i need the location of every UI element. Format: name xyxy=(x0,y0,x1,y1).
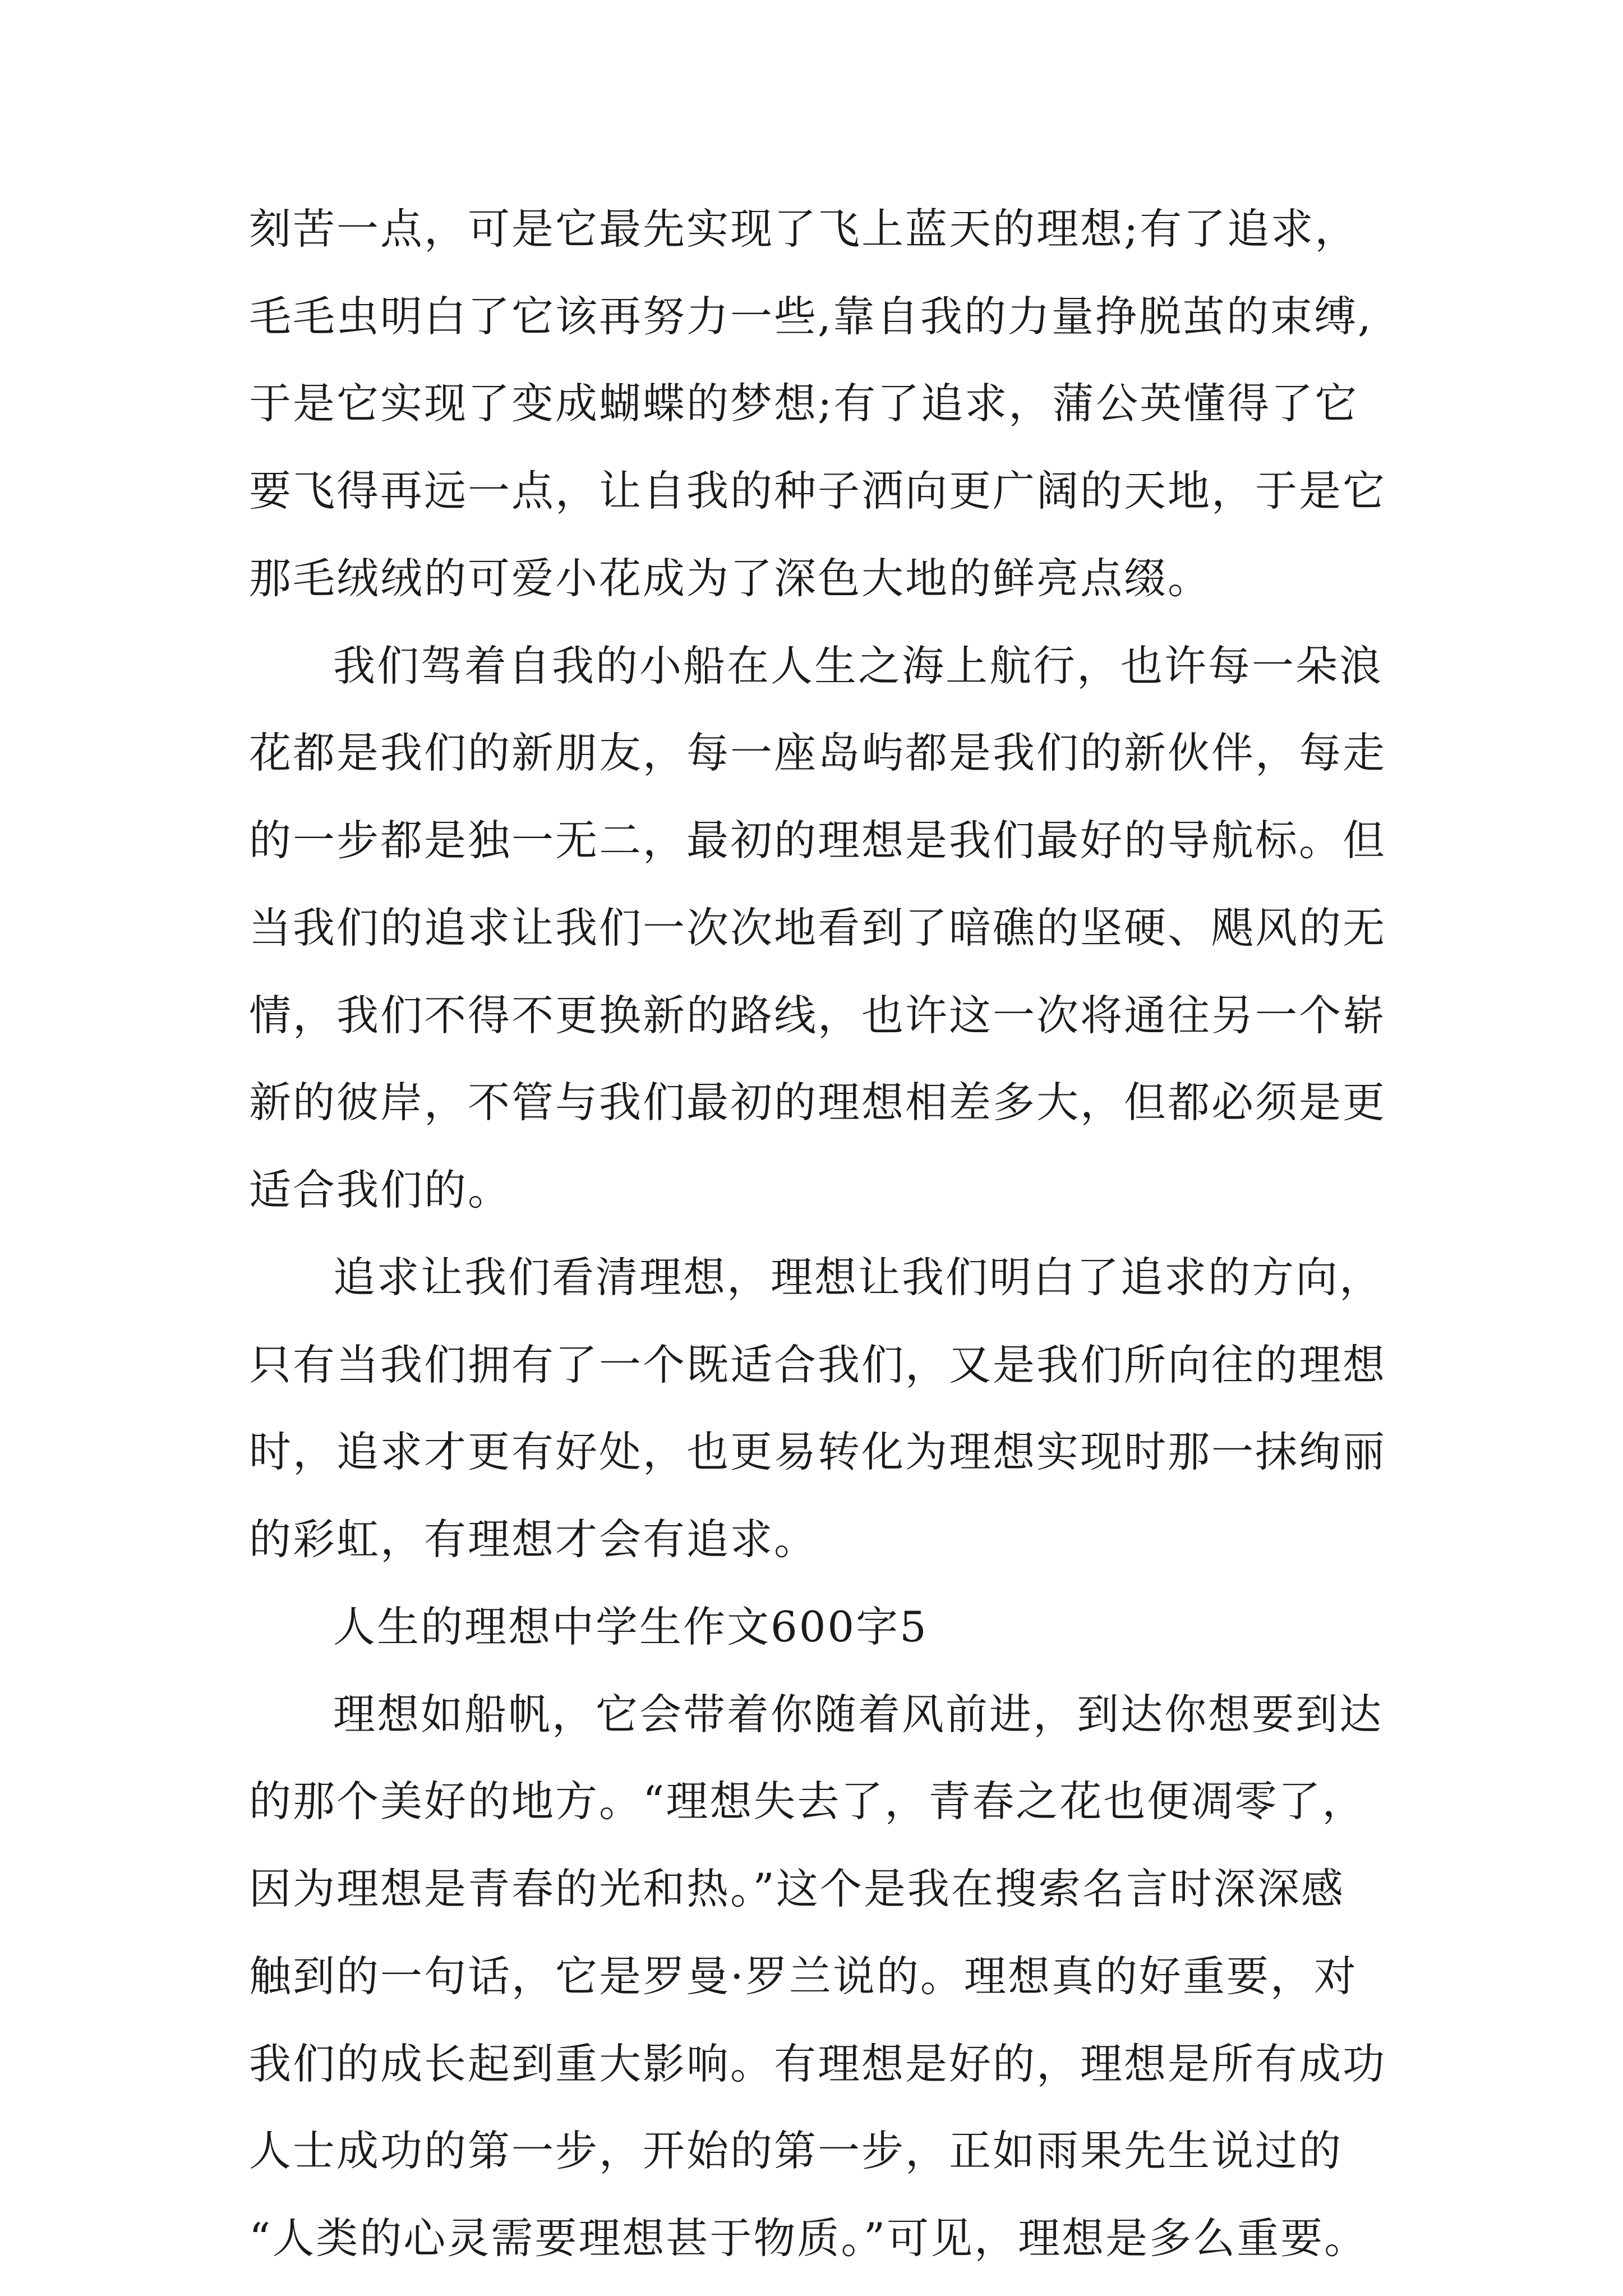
text-line: 要飞得再远一点，让自我的种子洒向更广阔的天地，于是它 xyxy=(249,466,1387,516)
text-line: “人类的心灵需要理想甚于物质。”可见，理想是多么重要。 xyxy=(249,2214,1368,2263)
text-line: 刻苦一点，可是它最先实现了飞上蓝天的理想;有了追求， xyxy=(249,204,1359,254)
text-line: 花都是我们的新朋友，每一座岛屿都是我们的新伙伴，每走 xyxy=(249,728,1387,777)
text-line: 我们的成长起到重大影响。有理想是好的，理想是所有成功 xyxy=(249,2039,1387,2088)
text-line: 适合我们的。 xyxy=(249,1165,512,1214)
paragraph-start-line: 理想如船帆，它会带着你随着风前进，到达你想要到达 xyxy=(333,1690,1384,1739)
text-line: 于是它实现了变成蝴蝶的梦想;有了追求，蒲公英懂得了它 xyxy=(249,379,1359,428)
text-line: 时，追求才更有好处，也更易转化为理想实现时那一抹绚丽 xyxy=(249,1427,1387,1476)
text-line: 情，我们不得不更换新的路线，也许这一次将通往另一个崭 xyxy=(249,991,1387,1040)
text-line: 因为理想是青春的光和热。”这个是我在搜索名言时深深感 xyxy=(249,1864,1345,1913)
text-line: 人士成功的第一步，开始的第一步，正如雨果先生说过的 xyxy=(249,2126,1343,2175)
text-line: 的彩虹，有理想才会有追求。 xyxy=(249,1515,818,1564)
section-heading: 人生的理想中学生作文600字5 xyxy=(333,1602,928,1651)
text-line: 毛毛虫明白了它该再努力一些,靠自我的力量挣脱茧的束缚, xyxy=(249,292,1373,341)
paragraph-start-line: 追求让我们看清理想，理想让我们明白了追求的方向， xyxy=(333,1253,1384,1302)
text-line: 当我们的追求让我们一次次地看到了暗礁的坚硬、飓风的无 xyxy=(249,903,1387,953)
paragraph-start-line: 我们驾着自我的小船在人生之海上航行，也许每一朵浪 xyxy=(333,641,1384,691)
text-line: 的一步都是独一无二，最初的理想是我们最好的导航标。但 xyxy=(249,816,1387,865)
text-line: 新的彼岸，不管与我们最初的理想相差多大，但都必须是更 xyxy=(249,1078,1387,1127)
text-line: 触到的一句话，它是罗曼·罗兰说的。理想真的好重要，对 xyxy=(249,1952,1358,2001)
text-line: 那毛绒绒的可爱小花成为了深色大地的鲜亮点缀。 xyxy=(249,554,1212,603)
text-line: 的那个美好的地方。“理想失去了，青春之花也便凋零了， xyxy=(249,1777,1366,1826)
text-line: 只有当我们拥有了一个既适合我们，又是我们所向往的理想 xyxy=(249,1340,1387,1389)
